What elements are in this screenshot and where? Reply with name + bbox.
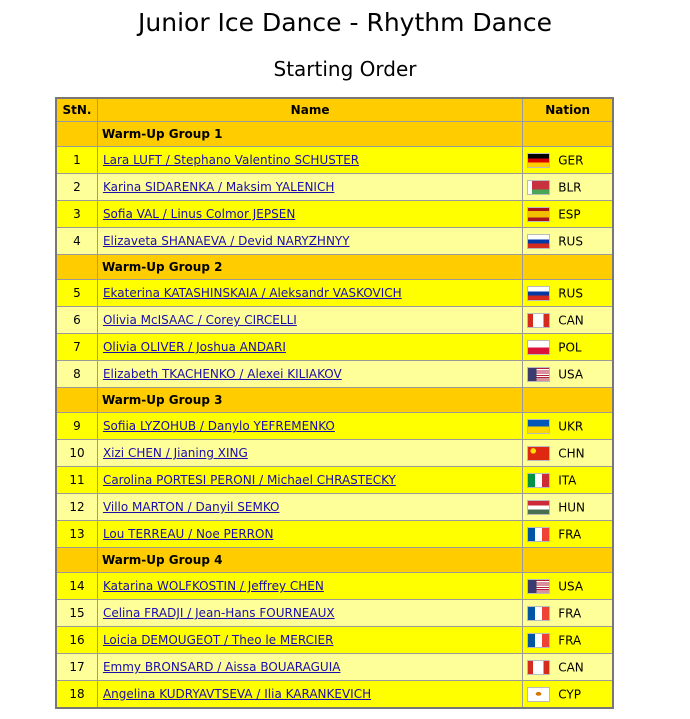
usa-flag-icon: [527, 367, 550, 382]
name-cell: [97, 413, 522, 440]
starting-number: 11: [56, 467, 97, 494]
fra-flag-icon: [527, 606, 550, 621]
starting-number: 12: [56, 494, 97, 521]
name-cell: [97, 307, 522, 334]
warm-up-group-row: [56, 548, 613, 573]
warm-up-group-label: Warm-Up Group 2: [97, 255, 522, 280]
table-row: [56, 573, 613, 600]
starting-number: 6: [56, 307, 97, 334]
cyp-flag-icon: [527, 687, 550, 702]
can-flag-icon: [527, 660, 550, 675]
table-row: [56, 280, 613, 307]
starting-number: 15: [56, 600, 97, 627]
nation-cell: [523, 228, 613, 255]
group-stn-cell: [56, 548, 97, 573]
skater-pair-link[interactable]: Sofia VAL / Linus Colmor JEPSEN: [102, 207, 296, 221]
name-cell: [97, 334, 522, 361]
name-cell: [97, 228, 522, 255]
column-header-stn: StN.: [56, 98, 97, 122]
starting-number: 4: [56, 228, 97, 255]
nation-cell: [523, 654, 613, 681]
skater-pair-link[interactable]: Ekaterina KATASHINSKAIA / Aleksandr VASKOVICH: [102, 286, 402, 300]
starting-number: 7: [56, 334, 97, 361]
warm-up-group-label: Warm-Up Group 4: [97, 548, 522, 573]
name-cell: [97, 573, 522, 600]
skater-pair-link[interactable]: Sofiia LYZOHUB / Danylo YEFREMENKO: [102, 419, 335, 433]
ita-flag-icon: [527, 473, 550, 488]
starting-number: 2: [56, 174, 97, 201]
skater-pair-link[interactable]: Celina FRADJI / Jean-Hans FOURNEAUX: [102, 606, 335, 620]
page-subtitle: Starting Order: [273, 57, 417, 81]
pol-flag-icon: [527, 340, 550, 355]
name-cell: [97, 201, 522, 228]
name-cell: [97, 600, 522, 627]
nation-cell: [523, 361, 613, 388]
name-cell: [97, 147, 522, 174]
name-cell: [97, 467, 522, 494]
nation-cell: [523, 334, 613, 361]
starting-number: 16: [56, 627, 97, 654]
nation-code: FRA: [558, 527, 582, 541]
blr-flag-icon: [527, 180, 550, 195]
skater-pair-link[interactable]: Karina SIDARENKA / Maksim YALENICH: [102, 180, 335, 194]
group-nation-cell: [523, 548, 613, 573]
group-stn-cell: [56, 122, 97, 147]
nation-cell: [523, 521, 613, 548]
nation-code: CYP: [558, 687, 581, 701]
skater-pair-link[interactable]: Xizi CHEN / Jianing XING: [102, 446, 248, 460]
skater-pair-link[interactable]: Lou TERREAU / Noe PERRON: [102, 527, 274, 541]
table-row: [56, 174, 613, 201]
group-nation-cell: [523, 122, 613, 147]
starting-number: 17: [56, 654, 97, 681]
nation-cell: [523, 307, 613, 334]
nation-code: CAN: [558, 660, 584, 674]
nation-code: GER: [558, 153, 584, 167]
group-stn-cell: [56, 388, 97, 413]
nation-cell: [523, 681, 613, 709]
ger-flag-icon: [527, 153, 550, 168]
table-header-row: [56, 98, 613, 122]
starting-number: 9: [56, 413, 97, 440]
starting-number: 10: [56, 440, 97, 467]
usa-flag-icon: [527, 579, 550, 594]
group-nation-cell: [523, 255, 613, 280]
hun-flag-icon: [527, 500, 550, 515]
table-row: [56, 521, 613, 548]
skater-pair-link[interactable]: Katarina WOLFKOSTIN / Jeffrey CHEN: [102, 579, 324, 593]
skater-pair-link[interactable]: Angelina KUDRYAVTSEVA / Ilia KARANKEVICH: [102, 687, 372, 701]
warm-up-group-label: Warm-Up Group 3: [97, 388, 522, 413]
nation-cell: [523, 467, 613, 494]
nation-code: UKR: [558, 419, 584, 433]
starting-number: 18: [56, 681, 97, 709]
starting-number: 5: [56, 280, 97, 307]
table-row: [56, 627, 613, 654]
name-cell: [97, 361, 522, 388]
name-cell: [97, 681, 522, 709]
skater-pair-link[interactable]: Carolina PORTESI PERONI / Michael CHRASTECKY: [102, 473, 396, 487]
nation-code: RUS: [558, 286, 583, 300]
skater-pair-link[interactable]: Elizabeth TKACHENKO / Alexei KILIAKOV: [102, 367, 342, 381]
warm-up-group-row: [56, 388, 613, 413]
nation-code: FRA: [558, 606, 582, 620]
nation-cell: [523, 600, 613, 627]
table-row: [56, 413, 613, 440]
table-row: [56, 494, 613, 521]
column-header-name: Name: [97, 98, 522, 122]
nation-code: POL: [558, 340, 582, 354]
name-cell: [97, 280, 522, 307]
warm-up-group-row: [56, 255, 613, 280]
name-cell: [97, 654, 522, 681]
esp-flag-icon: [527, 207, 550, 222]
name-cell: [97, 627, 522, 654]
skater-pair-link[interactable]: Loicia DEMOUGEOT / Theo le MERCIER: [102, 633, 334, 647]
chn-flag-icon: [527, 446, 550, 461]
nation-cell: [523, 573, 613, 600]
table-row: [56, 147, 613, 174]
skater-pair-link[interactable]: Olivia McISAAC / Corey CIRCELLI: [102, 313, 297, 327]
fra-flag-icon: [527, 633, 550, 648]
nation-cell: [523, 174, 613, 201]
column-header-nation: Nation: [523, 98, 613, 122]
table-row: [56, 334, 613, 361]
table-row: [56, 440, 613, 467]
table-body: [56, 122, 613, 709]
skater-pair-link[interactable]: Emmy BRONSARD / Aissa BOUARAGUIA: [102, 660, 341, 674]
skater-pair-link[interactable]: Elizaveta SHANAEVA / Devid NARYZHNYY: [102, 234, 350, 248]
table-row: [56, 361, 613, 388]
nation-code: CHN: [558, 446, 585, 460]
name-cell: [97, 440, 522, 467]
fra-flag-icon: [527, 527, 550, 542]
nation-code: ITA: [558, 473, 577, 487]
nation-code: FRA: [558, 633, 582, 647]
ukr-flag-icon: [527, 419, 550, 434]
warm-up-group-label: Warm-Up Group 1: [97, 122, 522, 147]
nation-cell: [523, 627, 613, 654]
nation-code: BLR: [558, 180, 582, 194]
starting-order-table: [55, 97, 614, 709]
name-cell: [97, 494, 522, 521]
nation-cell: [523, 413, 613, 440]
starting-number: 3: [56, 201, 97, 228]
nation-cell: [523, 440, 613, 467]
starting-number: 13: [56, 521, 97, 548]
table-row: [56, 201, 613, 228]
nation-code: CAN: [558, 313, 584, 327]
starting-number: 8: [56, 361, 97, 388]
nation-code: RUS: [558, 234, 583, 248]
nation-code: USA: [558, 367, 584, 381]
nation-code: USA: [558, 579, 584, 593]
name-cell: [97, 521, 522, 548]
nation-cell: [523, 147, 613, 174]
starting-number: 14: [56, 573, 97, 600]
nation-cell: [523, 494, 613, 521]
rus-flag-icon: [527, 234, 550, 249]
nation-code: HUN: [558, 500, 586, 514]
warm-up-group-row: [56, 122, 613, 147]
table-row: [56, 600, 613, 627]
group-nation-cell: [523, 388, 613, 413]
name-cell: [97, 174, 522, 201]
page-title: Junior Ice Dance - Rhythm Dance: [138, 8, 552, 37]
table-row: [56, 681, 613, 709]
table-row: [56, 467, 613, 494]
table-row: [56, 228, 613, 255]
starting-number: 1: [56, 147, 97, 174]
skater-pair-link[interactable]: Lara LUFT / Stephano Valentino SCHUSTER: [102, 153, 360, 167]
skater-pair-link[interactable]: Olivia OLIVER / Joshua ANDARI: [102, 340, 286, 354]
skater-pair-link[interactable]: Villo MARTON / Danyil SEMKO: [102, 500, 280, 514]
can-flag-icon: [527, 313, 550, 328]
nation-cell: [523, 280, 613, 307]
table-row: [56, 307, 613, 334]
nation-cell: [523, 201, 613, 228]
nation-code: ESP: [558, 207, 581, 221]
rus-flag-icon: [527, 286, 550, 301]
group-stn-cell: [56, 255, 97, 280]
table-row: [56, 654, 613, 681]
